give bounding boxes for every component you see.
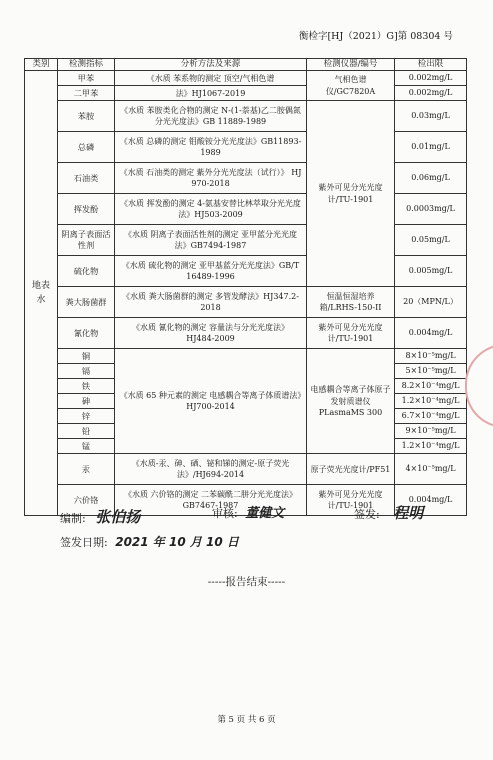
- limit-cell: 4×10⁻⁵mg/L: [395, 454, 467, 485]
- reviewer-signature: [212, 502, 284, 521]
- instrument-cell: 恒温恒湿培养箱/LRHS-150-II: [307, 287, 395, 318]
- item-cell: 铁: [58, 379, 115, 394]
- instrument-cell: 电感耦合等离子体原子发射质谱仪PLasmaMS 300: [307, 349, 395, 454]
- table-row: [25, 163, 467, 194]
- instrument-cell: 原子荧光光度计/PF51: [307, 454, 395, 485]
- approver-signature: [354, 502, 423, 523]
- method-cell: 法》HJ1067-2019: [115, 86, 307, 101]
- approver-label: 签发:: [354, 508, 380, 521]
- item-cell: 铜: [58, 349, 115, 364]
- limit-cell: 20（MPN/L）: [395, 287, 467, 318]
- issue-date-value: 2021 年 10 月 10 日: [115, 535, 239, 549]
- item-cell: 锌: [58, 409, 115, 424]
- method-cell: 《水质 65 种元素的测定 电感耦合等离子体质谱法》HJ700-2014: [115, 349, 307, 454]
- table-row: [25, 194, 467, 225]
- page-number: 第 5 页 共 6 页: [217, 715, 276, 725]
- method-cell: 《水质 粪大肠菌群的测定 多管发酵法》HJ347.2-2018: [115, 287, 307, 318]
- instrument-cell: 紫外可见分光光度计/TU-1901: [307, 485, 395, 516]
- limit-cell: 0.06mg/L: [395, 163, 467, 194]
- item-cell: 硫化物: [58, 256, 115, 287]
- item-cell: 镉: [58, 364, 115, 379]
- method-cell: 《水质 硫化物的测定 亚甲基蓝分光光度法》GB/T 16489-1996: [115, 256, 307, 287]
- header-instrument: 检测仪器/编号: [307, 59, 395, 71]
- item-cell: 石油类: [58, 163, 115, 194]
- table-row: [25, 349, 467, 364]
- header-method: 分析方法及来源: [115, 59, 307, 71]
- header-item: 检测指标: [58, 59, 115, 71]
- item-cell: 挥发酚: [58, 194, 115, 225]
- limit-cell: 8×10⁻⁵mg/L: [395, 349, 467, 364]
- table-row: [25, 318, 467, 349]
- table-row: [25, 101, 467, 132]
- table-row: [25, 454, 467, 485]
- limit-cell: 0.0003mg/L: [395, 194, 467, 225]
- method-cell: 《水质 苯胺类化合物的测定 N-(1-萘基)乙二胺偶氮分光光度法》GB 11889-1989: [115, 101, 307, 132]
- method-cell: 《水质-汞、砷、硒、铋和锑的测定-原子荧光法》/HJ694-2014: [115, 454, 307, 485]
- item-cell: 铅: [58, 424, 115, 439]
- item-cell: 苯胺: [58, 101, 115, 132]
- limit-cell: 0.004mg/L: [395, 318, 467, 349]
- item-cell: 砷: [58, 394, 115, 409]
- method-cell: 《水质 挥发酚的测定 4-氨基安替比林萃取分光光度法》HJ503-2009: [115, 194, 307, 225]
- issue-date: [60, 533, 239, 550]
- item-cell: 粪大肠菌群: [58, 287, 115, 318]
- header-limit: 检出限: [395, 59, 467, 71]
- limit-cell: 0.05mg/L: [395, 225, 467, 256]
- limit-cell: 5×10⁻⁵mg/L: [395, 364, 467, 379]
- instrument-cell: 紫外可见分光光度计/TU-1901: [307, 101, 395, 287]
- limit-cell: 9×10⁻⁵mg/L: [395, 424, 467, 439]
- compiler-label: 编制:: [60, 512, 86, 525]
- table-row: [25, 287, 467, 318]
- item-cell: 二甲苯: [58, 86, 115, 101]
- limit-cell: 0.004mg/L: [395, 485, 467, 516]
- limit-cell: 0.002mg/L: [395, 71, 467, 86]
- item-cell: 总磷: [58, 132, 115, 163]
- method-cell: 《水质 阴离子表面活性剂的测定 亚甲蓝分光光度法》GB7494-1987: [115, 225, 307, 256]
- method-cell: 《水质 六价铬的测定 二苯碳酰二肼分光光度法》GB7467-1987: [115, 485, 307, 516]
- reviewer-label: 审核:: [212, 507, 238, 520]
- category-cell: 地表水: [25, 71, 58, 516]
- table-row: [25, 71, 467, 86]
- table-row: [25, 225, 467, 256]
- seal-stamp-partial: [465, 344, 493, 428]
- method-cell: 《水质 石油类的测定 紫外分光光度法（试行）》 HJ 970-2018: [115, 163, 307, 194]
- method-cell: 《水质 氰化物的测定 容量法与分光光度法》HJ484-2009: [115, 318, 307, 349]
- header-category: 类别: [25, 59, 58, 71]
- item-cell: 六价铬: [58, 485, 115, 516]
- instrument-cell: 气相色谱仪/GC7820A: [307, 71, 395, 101]
- compiler-name: 张伯扬: [95, 508, 141, 526]
- table-row: [25, 132, 467, 163]
- table-header-row: [25, 59, 467, 71]
- limit-cell: 1.2×10⁻⁴mg/L: [395, 394, 467, 409]
- limit-cell: 0.03mg/L: [395, 101, 467, 132]
- item-cell: 汞: [58, 454, 115, 485]
- reviewer-name: 董健文: [245, 506, 285, 521]
- test-methods-table: [24, 58, 467, 516]
- compiler-signature: [60, 506, 140, 527]
- report-end-mark: -----报告结束-----: [207, 576, 286, 588]
- item-cell: 氰化物: [58, 318, 115, 349]
- limit-cell: 8.2×10⁻⁴mg/L: [395, 379, 467, 394]
- item-cell: 阴离子表面活性剂: [58, 225, 115, 256]
- approver-name: 程明: [393, 504, 424, 522]
- limit-cell: 1.2×10⁻⁴mg/L: [395, 439, 467, 454]
- method-cell: 《水质 苯系物的测定 顶空/气相色谱: [115, 71, 307, 86]
- limit-cell: 0.01mg/L: [395, 132, 467, 163]
- limit-cell: 6.7×10⁻⁴mg/L: [395, 409, 467, 424]
- table-row: [25, 86, 467, 101]
- issue-date-label: 签发日期:: [60, 536, 108, 549]
- table-row: [25, 256, 467, 287]
- item-cell: 锰: [58, 439, 115, 454]
- limit-cell: 0.005mg/L: [395, 256, 467, 287]
- report-number: 衡检字[HJ（2021）G]第 08304 号: [298, 31, 453, 42]
- item-cell: 甲苯: [58, 71, 115, 86]
- method-cell: 《水质 总磷的测定 钼酸铵分光光度法》GB11893-1989: [115, 132, 307, 163]
- limit-cell: 0.002mg/L: [395, 86, 467, 101]
- instrument-cell: 紫外可见分光光度计/TU-1901: [307, 318, 395, 349]
